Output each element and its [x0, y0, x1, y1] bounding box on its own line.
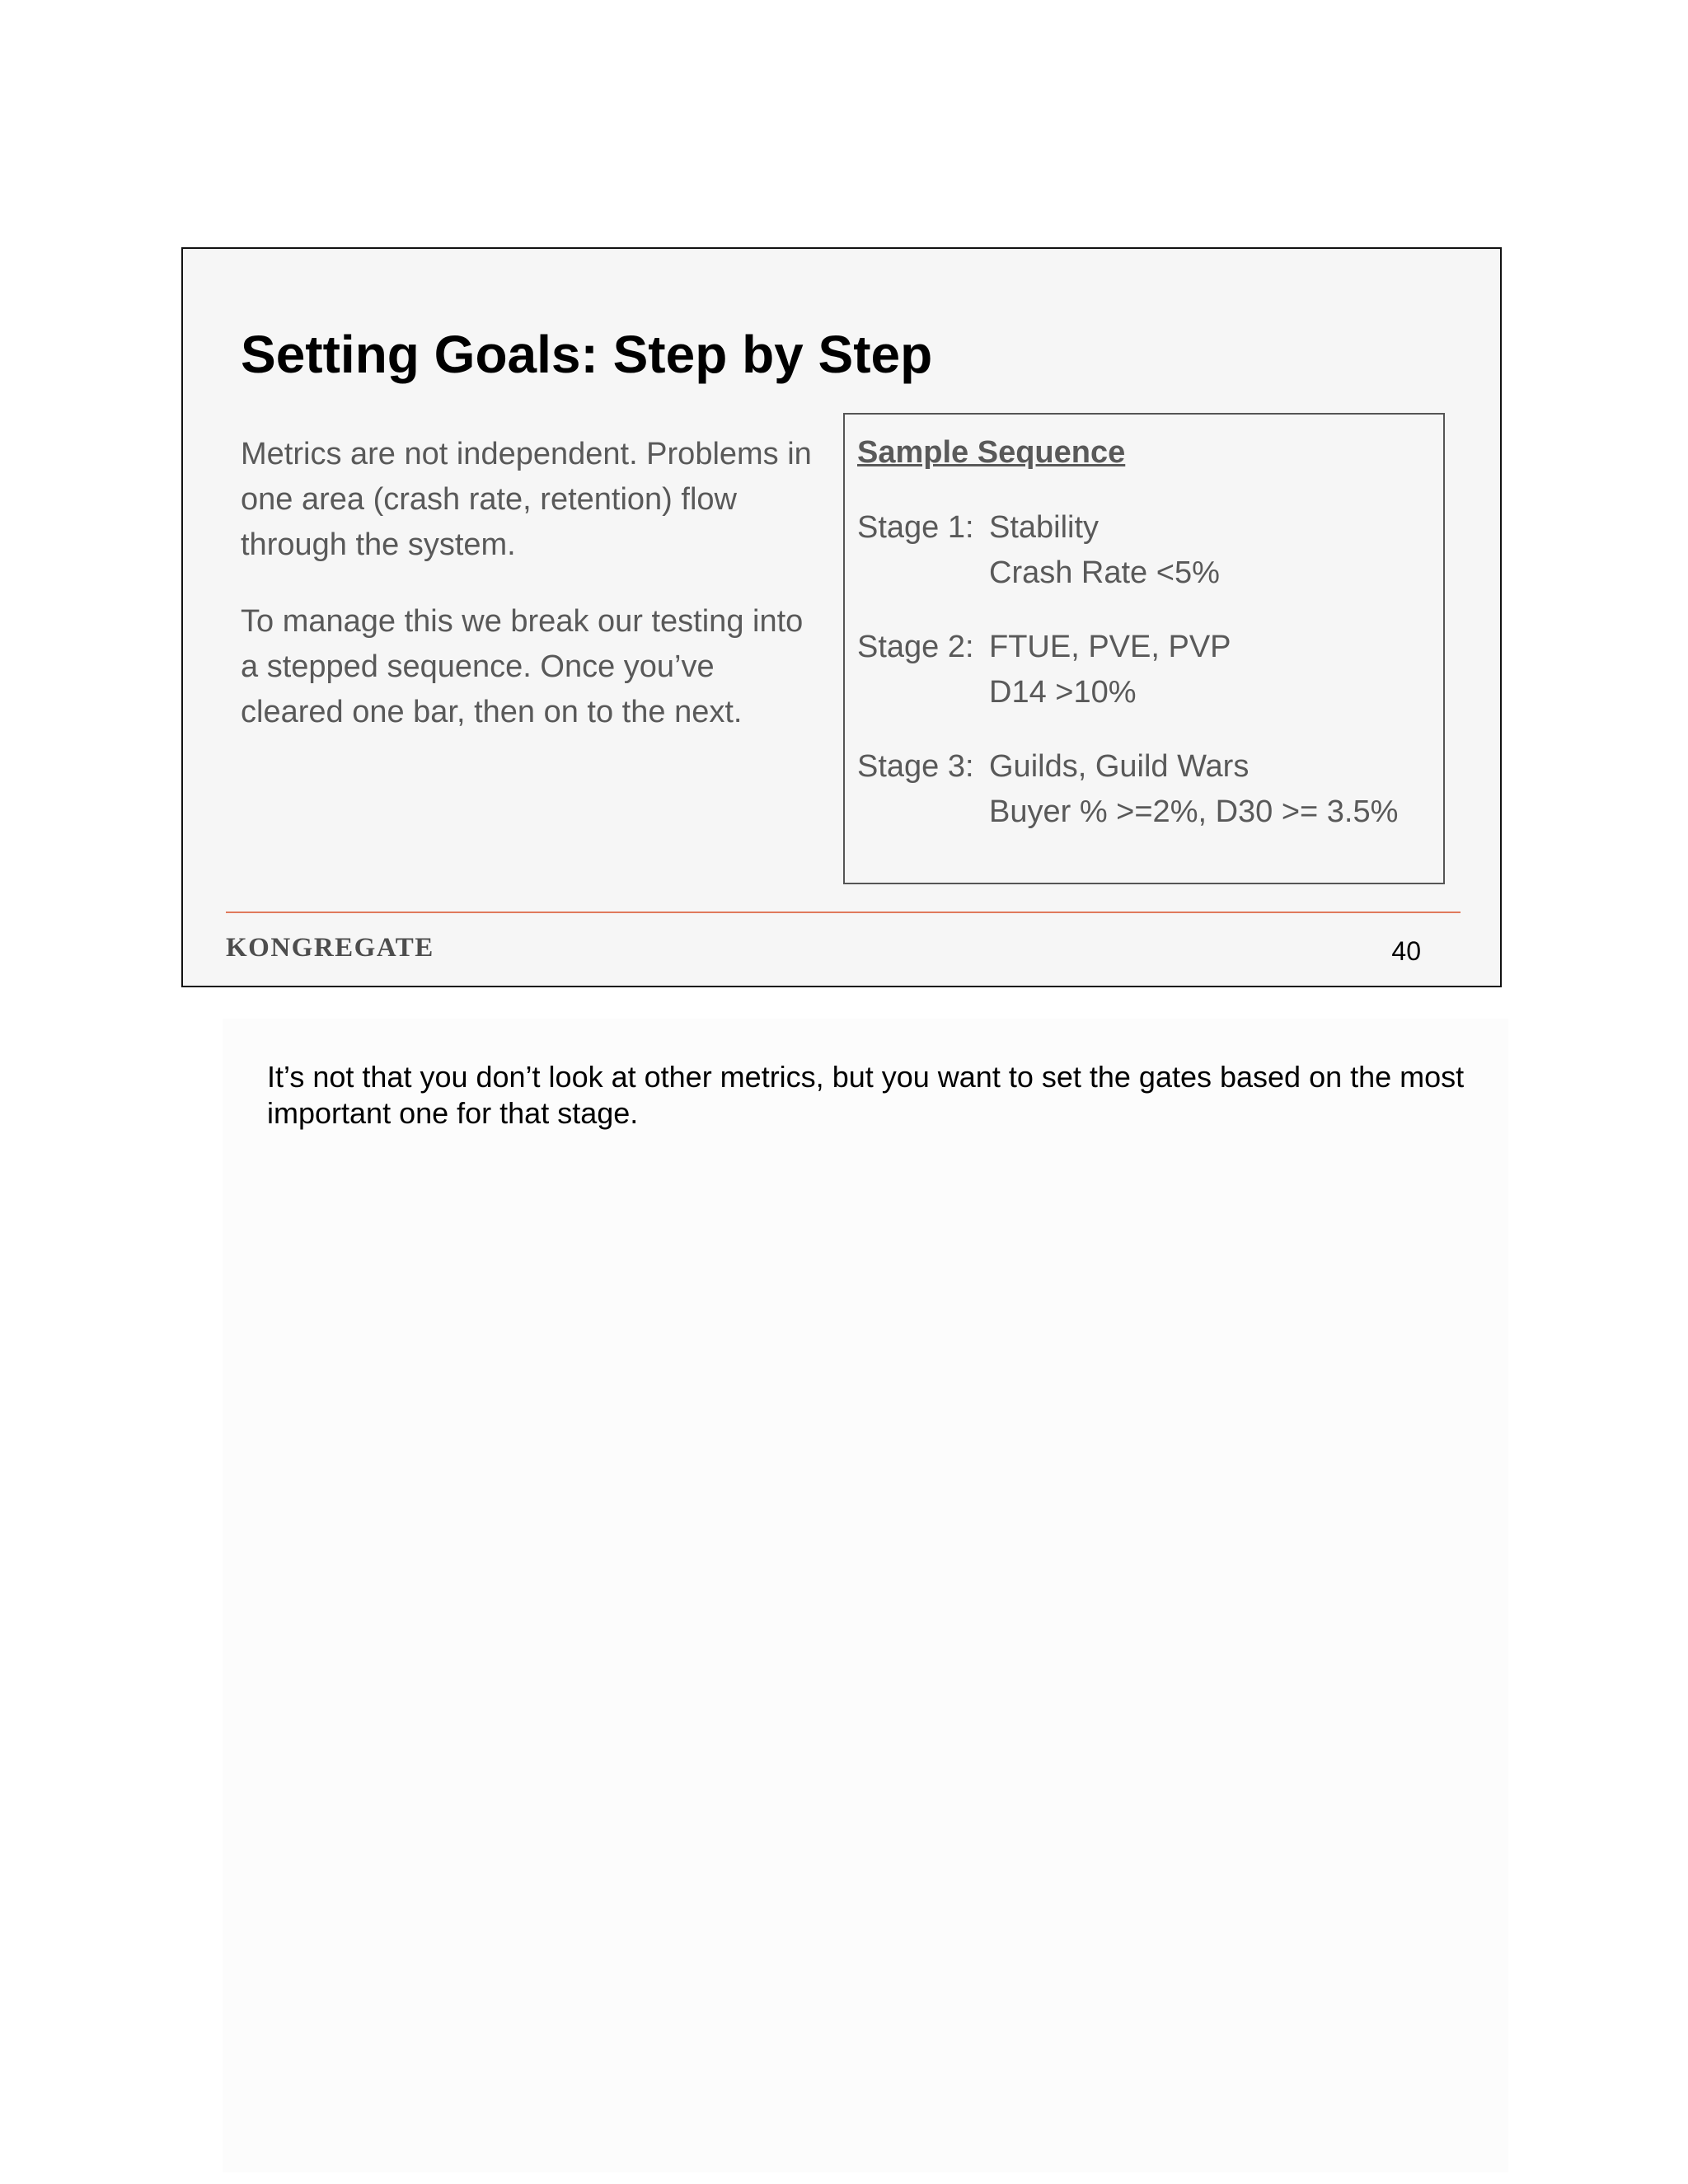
stage-label: Stage 2: [857, 630, 974, 664]
stage-item [857, 625, 1231, 715]
stage-name: FTUE, PVE, PVP [989, 630, 1231, 664]
stage-goal: D14 >10% [989, 675, 1137, 710]
body-paragraph: To manage this we break our testing into a stepped sequence. Once you’ve cleared one bar, then on to the next. [241, 604, 804, 729]
stage-goal: Crash Rate <5% [989, 555, 1220, 590]
stage-label: Stage 3: [857, 749, 974, 784]
sample-sequence-title: Sample Sequence [857, 435, 1126, 470]
slide [181, 247, 1502, 987]
sample-sequence-box [843, 413, 1445, 884]
brand-logo: KONGREGATE [226, 933, 434, 963]
footer-divider [226, 912, 1461, 913]
stage-name: Stability [989, 510, 1100, 545]
stage-label: Stage 1: [857, 510, 974, 545]
page-background [223, 1019, 1508, 2172]
stage-name: Guilds, Guild Wars [989, 749, 1250, 784]
stage-item [857, 505, 1220, 596]
slide-title: Setting Goals: Step by Step [241, 325, 933, 384]
stage-item [857, 744, 1398, 835]
body-paragraph: Metrics are not independent. Problems in one area (crash rate, retention) flow through the system. [241, 437, 812, 562]
stage-goal: Buyer % >=2%, D30 >= 3.5% [989, 794, 1399, 829]
speaker-notes: It’s not that you don’t look at other metrics, but you want to set the gates based on the most important one for that stage. [267, 1060, 1465, 1130]
slide-body [241, 432, 818, 766]
slide-page-number: 40 [1391, 936, 1421, 966]
